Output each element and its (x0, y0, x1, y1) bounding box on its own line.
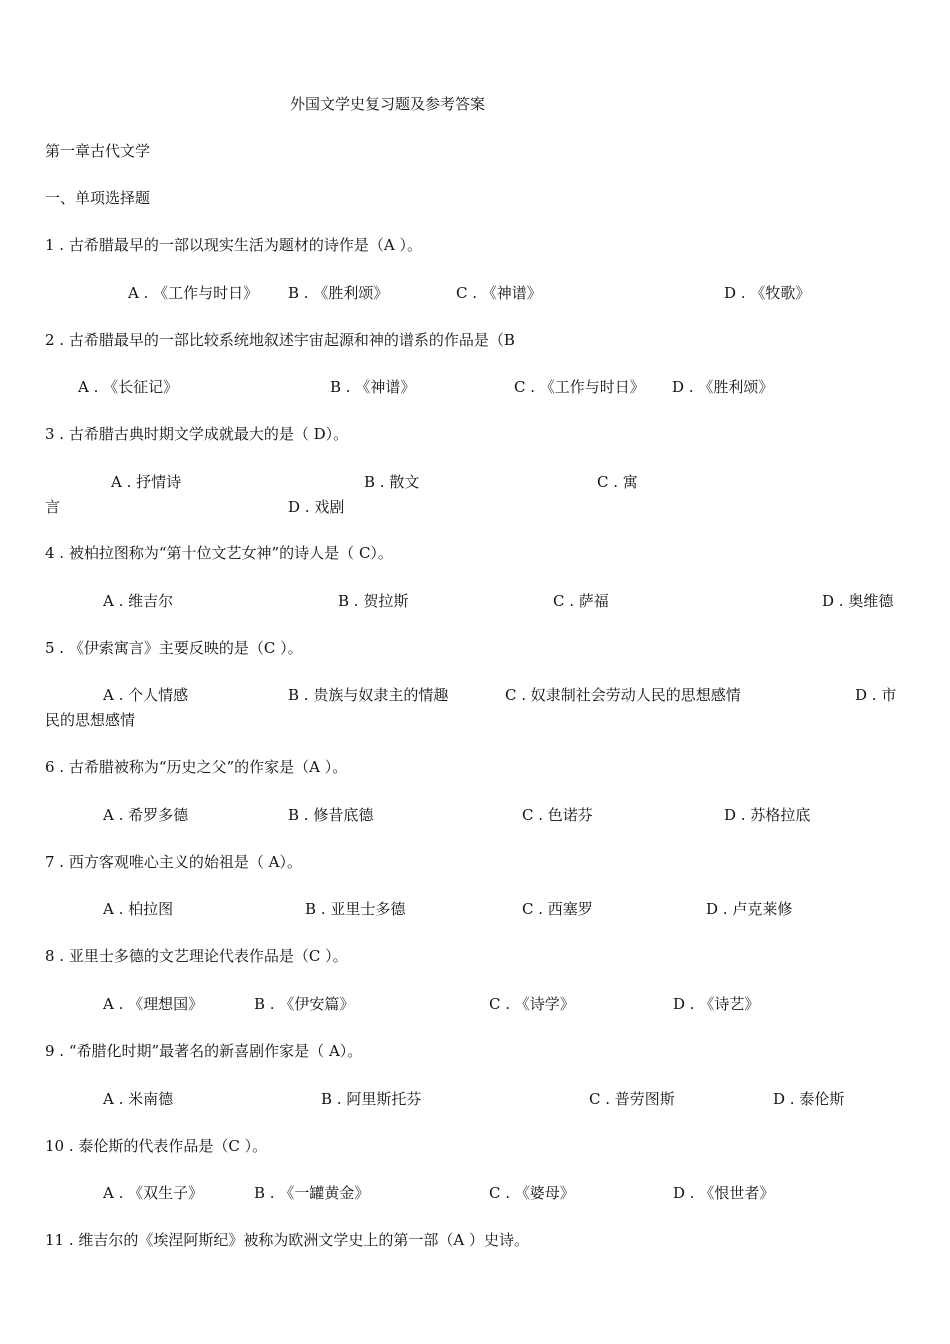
q6-option-d: D . 苏格拉底 (724, 806, 811, 824)
question-5: 5 . 《伊索寓言》主要反映的是（C ）。 (45, 639, 303, 657)
q2-option-d: D . 《胜利颂》 (672, 378, 774, 396)
q1-option-c: C . 《神谱》 (456, 284, 542, 302)
q3-option-d: D . 戏剧 (288, 498, 345, 516)
q8-option-c: C . 《诗学》 (489, 995, 575, 1013)
q8-option-a: A . 《理想国》 (103, 995, 204, 1013)
question-9: 9 . “希腊化时期”最著名的新喜剧作家是（ A）。 (45, 1042, 363, 1060)
q10-option-c: C . 《婆母》 (489, 1184, 575, 1202)
q3-option-a: A . 抒情诗 (111, 473, 182, 491)
q2-option-c: C . 《工作与时日》 (514, 378, 645, 396)
question-10: 10 . 泰伦斯的代表作品是（C ）。 (45, 1137, 268, 1155)
question-3: 3 . 古希腊古典时期文学成就最大的是（ D）。 (45, 425, 349, 443)
q2-option-a: A . 《长征记》 (78, 378, 179, 396)
q9-option-a: A . 米南德 (103, 1090, 174, 1108)
question-7: 7 . 西方客观唯心主义的始祖是（ A）。 (45, 853, 302, 871)
q5-option-a: A . 个人情感 (103, 686, 189, 704)
q3-option-c: C . 寓 (597, 473, 638, 491)
q4-option-d: D . 奥维德 (822, 592, 894, 610)
q10-option-a: A . 《双生子》 (103, 1184, 204, 1202)
chapter-heading: 第一章古代文学 (45, 142, 151, 160)
q7-option-d: D . 卢克莱修 (706, 900, 793, 918)
q7-option-b: B . 亚里士多德 (305, 900, 406, 918)
document-title: 外国文学史复习题及参考答案 (290, 95, 486, 113)
q5-option-d-wrap: 民的思想感情 (45, 711, 136, 729)
question-1: 1 . 古希腊最早的一部以现实生活为题材的诗作是（A ）。 (45, 236, 422, 254)
q3-option-b: B . 散文 (364, 473, 420, 491)
q6-option-b: B . 修昔底德 (288, 806, 374, 824)
q9-option-b: B . 阿里斯托芬 (321, 1090, 422, 1108)
q7-option-c: C . 西塞罗 (522, 900, 593, 918)
q8-option-d: D . 《诗艺》 (673, 995, 760, 1013)
q5-option-d: D . 市 (855, 686, 897, 704)
q10-option-d: D . 《恨世者》 (673, 1184, 775, 1202)
q4-option-b: B . 贺拉斯 (338, 592, 409, 610)
q4-option-c: C . 萨福 (553, 592, 609, 610)
question-4: 4 . 被柏拉图称为“第十位文艺女神”的诗人是（ C）。 (45, 544, 393, 562)
question-11: 11 . 维吉尔的《埃涅阿斯纪》被称为欧洲文学史上的第一部（A ）史诗。 (45, 1231, 529, 1249)
q10-option-b: B . 《一罐黄金》 (254, 1184, 370, 1202)
q1-option-a: A . 《工作与时日》 (128, 284, 259, 302)
q9-option-c: C . 普劳图斯 (589, 1090, 675, 1108)
q5-option-c: C . 奴隶制社会劳动人民的思想感情 (505, 686, 741, 704)
q1-option-d: D . 《牧歌》 (724, 284, 811, 302)
q5-option-b: B . 贵族与奴隶主的情趣 (288, 686, 449, 704)
q6-option-c: C . 色诺芬 (522, 806, 593, 824)
q2-option-b: B . 《神谱》 (330, 378, 416, 396)
question-6: 6 . 古希腊被称为“历史之父”的作家是（A ）。 (45, 758, 348, 776)
question-8: 8 . 亚里士多德的文艺理论代表作品是（C ）。 (45, 947, 348, 965)
q9-option-d: D . 泰伦斯 (773, 1090, 845, 1108)
q4-option-a: A . 维吉尔 (103, 592, 174, 610)
q3-option-c-wrap: 言 (45, 498, 61, 516)
q8-option-b: B . 《伊安篇》 (254, 995, 355, 1013)
q7-option-a: A . 柏拉图 (103, 900, 174, 918)
q6-option-a: A . 希罗多德 (103, 806, 189, 824)
question-2: 2 . 古希腊最早的一部比较系统地叙述宇宙起源和神的谱系的作品是（B (45, 331, 515, 349)
section-heading: 一、单项选择题 (45, 189, 151, 207)
q1-option-b: B . 《胜利颂》 (288, 284, 389, 302)
